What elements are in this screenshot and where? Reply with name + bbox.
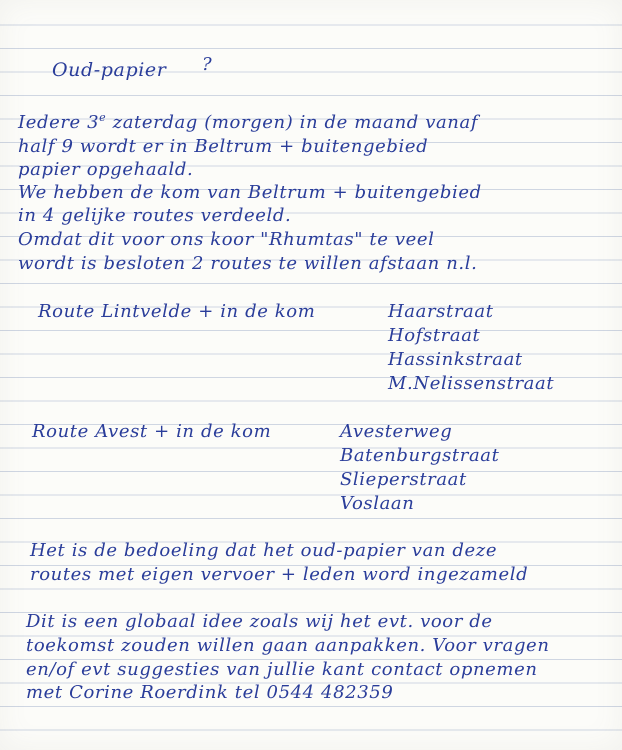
route-1-street: Hofstraat [388, 325, 481, 346]
closing-line-2: toekomst zouden willen gaan aanpakken. Voor vragen [26, 635, 550, 656]
route-1-label: Route Lintvelde + in de kom [38, 301, 316, 322]
intro-line-6: Omdat dit voor ons koor "Rhumtas" te veel [18, 229, 435, 250]
intro-line-5: in 4 gelijke routes verdeeld. [18, 205, 292, 226]
route-1-street: Haarstraat [388, 301, 494, 322]
route-2-street: Slieperstraat [340, 469, 467, 490]
route-1-street: Hassinkstraat [388, 349, 523, 370]
intro-line-4: We hebben de kom van Beltrum + buitengebied [18, 182, 482, 203]
route-1-street: M.Nelissenstraat [388, 373, 555, 394]
intro-line-1 [18, 113, 478, 133]
purpose-line-1: Het is de bedoeling dat het oud-papier van deze [30, 540, 498, 561]
intro-line-1-start: Iedere 3 [18, 112, 100, 133]
route-2-street: Batenburgstraat [340, 445, 500, 466]
route-2-label: Route Avest + in de kom [32, 421, 272, 442]
route-2-street: Voslaan [340, 493, 415, 514]
page-title: Oud-papier [52, 59, 167, 81]
closing-line-1: Dit is een globaal idee zoals wij het evt. voor de [26, 611, 493, 632]
route-2-street: Avesterweg [340, 421, 453, 442]
closing-line-3: en/of evt suggesties van jullie kant contact opnemen [26, 659, 538, 680]
purpose-line-2: routes met eigen vervoer + leden word ingezameld [30, 564, 529, 585]
intro-line-3: papier opgehaald. [18, 159, 194, 180]
title-question-mark: ? [202, 54, 212, 75]
intro-line-1-end: zaterdag (morgen) in de maand vanaf [106, 112, 479, 133]
closing-line-4: met Corine Roerdink tel 0544 482359 [26, 682, 394, 703]
intro-line-7: wordt is besloten 2 routes te willen afstaan n.l. [18, 253, 478, 274]
intro-line-2: half 9 wordt er in Beltrum + buitengebied [18, 136, 429, 157]
ordinal-suffix: e [99, 111, 107, 124]
